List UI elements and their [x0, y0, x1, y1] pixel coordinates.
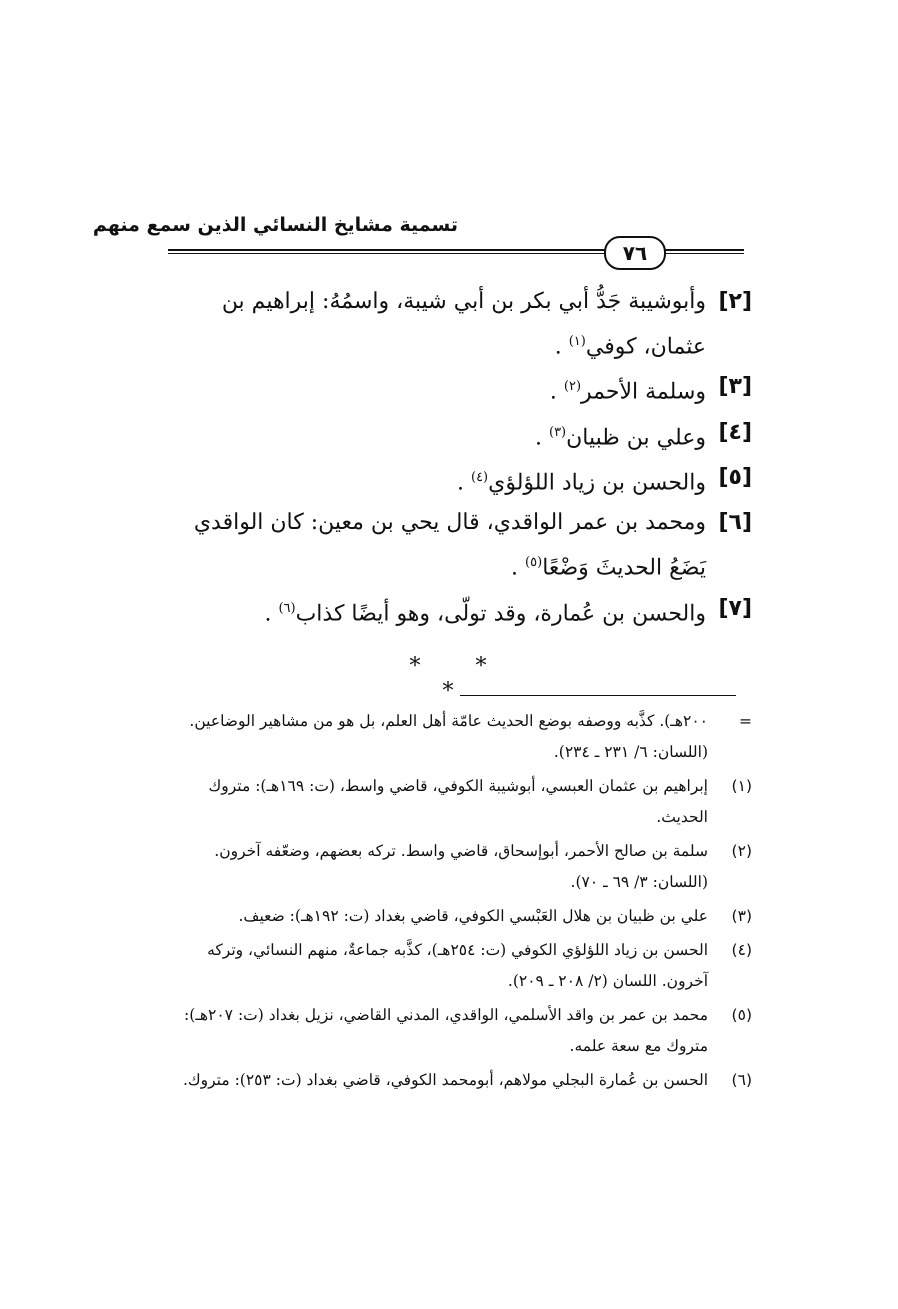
footnote-number: (٦) [731, 1071, 752, 1089]
footnote-number: = [739, 712, 752, 730]
main-text [162, 282, 752, 634]
footnote-ref[interactable]: (١) [568, 334, 586, 349]
entry-text: والحسن بن عُمارة، وقد تولّى، وهو أيضًا كذاب [295, 600, 706, 626]
entry-6 [162, 503, 752, 588]
footnote-text: ٢٠٠هـ). كذَّبه ووصفه بوضع الحديث عامّة أهل العلم، بل هو من مشاهير الوضاعين. (اللسان: ٦/ ٢٣١ ـ ٢٣٤). [189, 712, 708, 761]
entry-3 [162, 367, 752, 412]
entry-4 [162, 413, 752, 458]
entry-number: [٥] [718, 464, 752, 490]
entry-number: [٦] [718, 510, 752, 536]
footnote-number: (٥) [731, 1006, 752, 1024]
entry-end: . [456, 470, 471, 496]
entry-text: ومحمد بن عمر الواقدي، قال يحي بن معين: كان الواقدي يَضَعُ الحديثَ وَضْعًا [193, 510, 706, 581]
footnote-5 [162, 1000, 752, 1062]
footnote-ref[interactable]: (٣) [548, 424, 567, 440]
entry-end: . [511, 555, 526, 581]
footnote-number: (٢) [731, 842, 752, 860]
entry-end: . [534, 424, 549, 450]
footnote-number: (١) [731, 777, 752, 795]
page-number: ٧٦ [604, 236, 666, 270]
footnote-number: (٤) [731, 941, 752, 959]
entry-text: وأبوشيبة جَدُّ أبي بكر بن أبي شيبة، واسمُهُ: إبراهيم بن عثمان، كوفي [221, 289, 706, 360]
section-separator: * * * [409, 654, 511, 704]
footnotes [162, 706, 752, 1099]
entry-end: . [264, 600, 279, 626]
entry-text: والحسن بن زياد اللؤلؤي [488, 470, 706, 496]
footnote-text: علي بن ظبيان بن هلال العَبْسي الكوفي، قاضي بغداد (ت: ١٩٢هـ): ضعيف. [238, 907, 708, 925]
footnote-text: محمد بن عمر بن واقد الأسلمي، الواقدي، المدني القاضي، نزيل بغداد (ت: ٢٠٧هـ): متروك مع سعة علمه. [184, 1006, 708, 1055]
footnote-4 [162, 935, 752, 997]
entry-number: [٣] [718, 374, 752, 400]
entry-number: [٤] [718, 419, 752, 445]
entry-end: . [549, 379, 564, 405]
footnote-3 [162, 901, 752, 932]
footnote-text: الحسن بن عُمارة البجلي مولاهم، أبومحمد الكوفي، قاضي بغداد (ت: ٢٥٣): متروك. [182, 1071, 708, 1089]
footnote-rule [460, 695, 736, 696]
footnote-1 [162, 771, 752, 833]
entry-text: وعلي بن ظبيان [566, 424, 706, 450]
footnote-6 [162, 1065, 752, 1096]
footnote-ref[interactable]: (٥) [525, 555, 543, 571]
entry-2 [162, 282, 752, 367]
entry-text: وسلمة الأحمر [581, 379, 706, 405]
entry-number: [٢] [718, 289, 752, 314]
footnote-text: سلمة بن صالح الأحمر، أبوإسحاق، قاضي واسط. تركه بعضهم، وضعّفه آخرون. (اللسان: ٣/ ٦٩ ـ ٧٠). [214, 842, 708, 891]
footnote-ref[interactable]: (٦) [278, 600, 296, 616]
footnote-continued [162, 706, 752, 768]
footnote-text: الحسن بن زياد اللؤلؤي الكوفي (ت: ٢٥٤هـ)، كذَّبه جماعةٌ، منهم النسائي، وتركه آخرون. اللسان (٢/ ٢٠٨ ـ ٢٠٩). [207, 941, 708, 990]
footnote-number: (٣) [731, 907, 752, 925]
footnote-ref[interactable]: (٤) [470, 469, 489, 485]
footnote-2 [162, 836, 752, 898]
entry-number: [٧] [718, 595, 752, 621]
entry-7 [162, 589, 752, 634]
footnote-text: إبراهيم بن عثمان العبسي، أبوشيبة الكوفي، قاضي واسط، (ت: ١٦٩هـ): متروك الحديث. [208, 777, 708, 826]
entry-5 [162, 458, 752, 503]
entry-end: . [554, 334, 569, 360]
footnote-ref[interactable]: (٢) [563, 379, 582, 395]
running-header-title: تسمية مشايخ النسائي الذين سمع منهم [92, 214, 458, 236]
